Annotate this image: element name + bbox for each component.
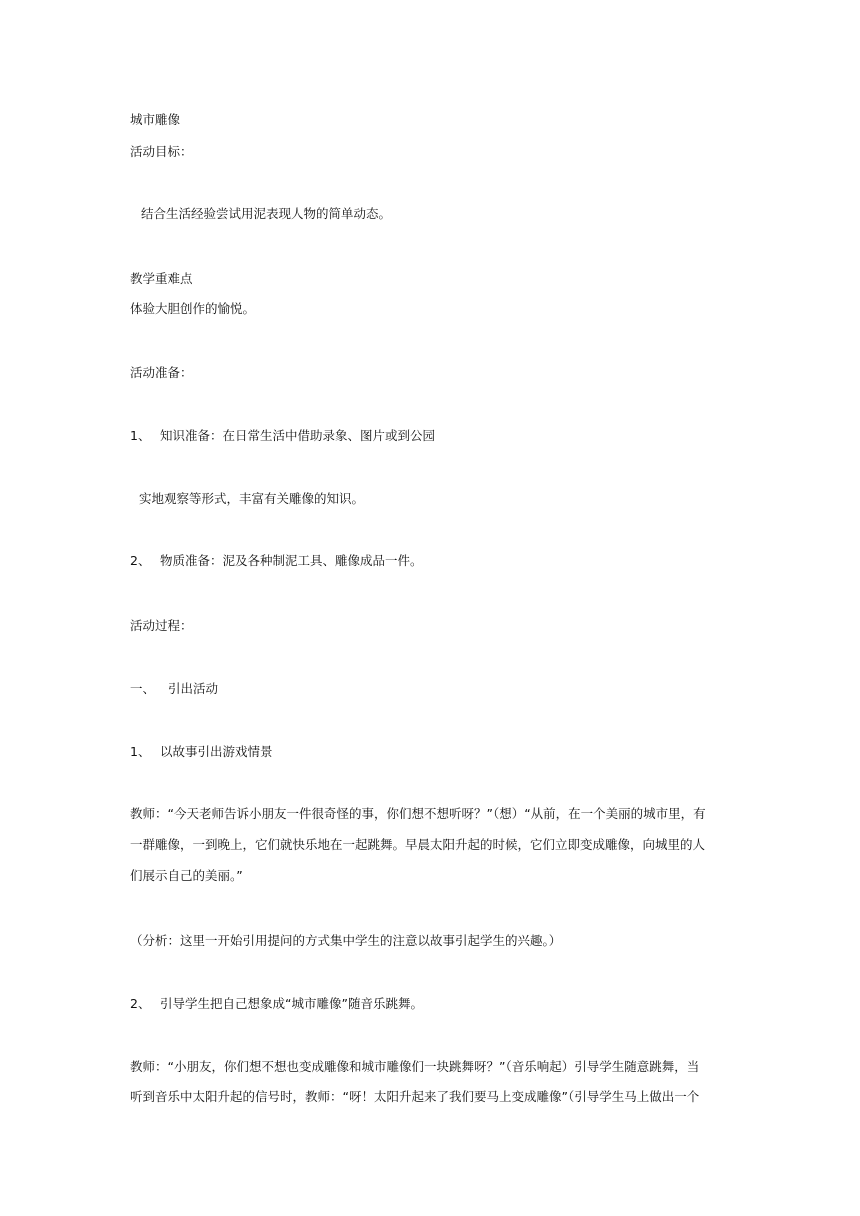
prep-item-2-text: 物质准备：泥及各种制泥工具、雕像成品一件。 xyxy=(160,553,423,568)
step-2-number: 2、 xyxy=(130,996,151,1011)
document-title: 城市雕像 xyxy=(130,112,181,127)
section-one xyxy=(130,680,218,698)
prep-item-1-number: 1、 xyxy=(130,428,151,443)
prep-item-1 xyxy=(130,427,435,445)
prep-item-2-number: 2、 xyxy=(130,553,151,568)
step-1-number: 1、 xyxy=(130,744,151,759)
prep-item-1-continued: 实地观察等形式，丰富有关雕像的知识。 xyxy=(139,491,365,506)
step-1-text: 以故事引出游戏情景 xyxy=(160,744,273,759)
prep-item-1-text: 知识准备：在日常生活中借助录象、图片或到公园 xyxy=(160,428,436,443)
section-one-number: 一、 xyxy=(130,681,156,696)
teacher-para-1-line-1: 教师：“今天老师告诉小朋友一件很奇怪的事，你们想不想听呀？”（想）“从前，在一个美丽的城市里，有 xyxy=(130,806,706,821)
step-2-text: 引导学生把自己想象成“城市雕像”随音乐跳舞。 xyxy=(160,996,423,1011)
preparation-heading: 活动准备： xyxy=(130,365,193,380)
process-heading: 活动过程： xyxy=(130,618,193,633)
step-1 xyxy=(130,743,273,761)
teacher-para-2-line-1: 教师：“小朋友，你们想不想也变成雕像和城市雕像们一块跳舞呀？”（音乐响起）引导学生随意跳舞，当 xyxy=(130,1059,700,1074)
prep-item-2 xyxy=(130,552,423,570)
step-2 xyxy=(130,995,423,1013)
section-one-text: 引出活动 xyxy=(168,681,219,696)
analysis-1: （分析：这里一开始引用提问的方式集中学生的注意以故事引起学生的兴趣。） xyxy=(130,933,562,948)
objective-heading: 活动目标： xyxy=(130,144,193,159)
teacher-para-2-line-2: 听到音乐中太阳升起的信号时，教师：“呀！太阳升起来了我们要马上变成雕像”（引导学生马上做出一个 xyxy=(130,1089,700,1104)
teacher-para-1-line-2: 一群雕像，一到晚上，它们就快乐地在一起跳舞。早晨太阳升起的时候，它们立即变成雕像，向城里的人 xyxy=(130,837,706,852)
key-points-text: 体验大胆创作的愉悦。 xyxy=(130,301,256,316)
objective-text: 结合生活经验尝试用泥表现人物的简单动态。 xyxy=(141,206,392,221)
teacher-para-1-line-3: 们展示自己的美丽。” xyxy=(130,868,243,883)
key-points-heading: 教学重难点 xyxy=(130,271,193,286)
